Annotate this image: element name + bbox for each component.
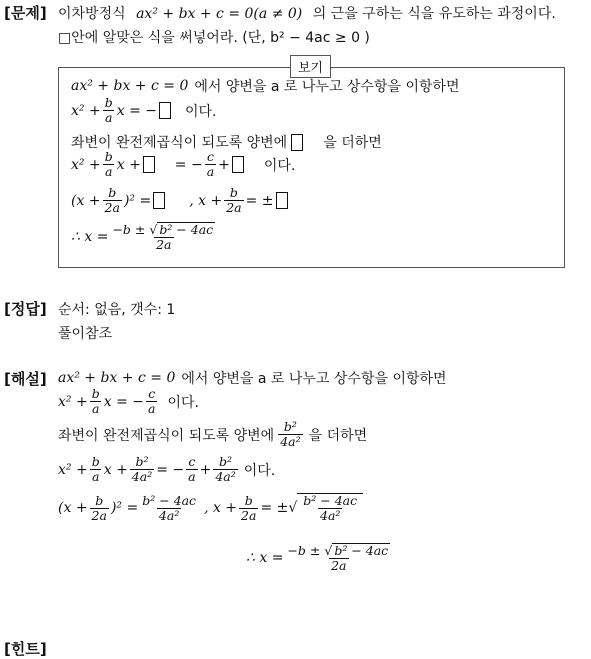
answer-blank-1[interactable] (159, 102, 171, 119)
exp-line-4-end: 이다. (243, 462, 276, 479)
box-line-2-end: 이다. (184, 103, 217, 120)
example-box (58, 67, 565, 268)
exp-line-1-text: 에서 양변을 a 로 나누고 상수항을 이항하면 (181, 371, 447, 387)
box-line-1-eq: ax² + bx + c = 0 (71, 78, 189, 94)
box-line-6: ∴ x = $\frac{\text{−b ± √ b² − 4ac}}{2a}$ (71, 222, 214, 252)
answer-blank-6[interactable] (276, 192, 288, 209)
exp-line-4: x² + $\frac{b}{a}$ x + $\frac{\text{b²}}{\text{4a²}}$ = − $\frac{c}{a}$ + $\frac{\text{b²}}{\text{4a²}}$ 이다. (58, 454, 276, 484)
box-line-3 (71, 132, 382, 152)
box-line-3-text-1: 좌변이 완전제곱식이 되도록 양변에 (71, 135, 288, 151)
explanation-tag: [해설] (4, 370, 47, 388)
box-line-1-text: 에서 양변을 a 로 나누고 상수항을 이항하면 (194, 79, 460, 95)
hint-tag: [힌트] (4, 640, 47, 658)
answer-tag: [정답] (4, 300, 47, 318)
problem-line-2: □안에 알맞은 식을 써넣어라. (단, b² − 4ac ≥ 0 ) (58, 30, 370, 46)
exp-line-3: 좌변이 완전제곱식이 되도록 양변에 $\frac{\text{b²}}{\text{4a²}}$ 을 더하면 (58, 419, 368, 449)
problem-tag: [문제] (4, 4, 47, 22)
box-line-2: x² + $\frac{b}{a}$ x = − 이다. (71, 95, 217, 125)
problem-intro-text: 이차방정식 (58, 6, 126, 22)
exp-final: ∴ x = $\frac{\text{−b ± √ b² − 4ac}}{2a}$ (246, 543, 389, 573)
box-line-1 (71, 76, 460, 96)
exp-line-2-end: 이다. (167, 394, 199, 411)
exp-line-3-text-2: 을 더하면 (308, 427, 368, 444)
answer-line-1: 순서: 없음, 갯수: 1 (58, 302, 176, 318)
exp-line-1 (58, 368, 447, 388)
problem-equation: ax² + bx + c = 0(a ≠ 0) (136, 6, 303, 22)
answer-blank-2[interactable] (291, 134, 303, 151)
problem-intro-rest: 의 근을 구하는 식을 유도하는 과정이다. (312, 6, 556, 22)
box-line-4-end: 이다. (263, 157, 296, 174)
exp-line-3-text-1: 좌변이 완전제곱식이 되도록 양변에 (58, 427, 275, 444)
example-box-title: 보기 (290, 55, 331, 78)
exp-line-1-eq: ax² + bx + c = 0 (58, 370, 176, 386)
answer-blank-3[interactable] (143, 156, 155, 173)
answer-blank-4[interactable] (232, 156, 244, 173)
box-final-label: ∴ x = (71, 229, 109, 245)
box-line-4: x² + $\frac{b}{a}$ x + = − $\frac{c}{a}$ + 이다. (71, 149, 296, 179)
exp-line-2: x² + $\frac{b}{a}$ x = − $\frac{c}{a}$ 이다. (58, 386, 199, 416)
problem-line-1 (58, 3, 556, 23)
exp-final-label: ∴ x = (246, 550, 284, 566)
explanation-body (58, 365, 588, 595)
exp-line-5: (x + $\frac{b}{2a}$ )² = $\frac{\text{b² − 4ac}}{\text{4a²}}$ , x + $\frac{b}{2a}$ = ±√ $\frac{\text{b² − 4ac}}{\text{4a²}}$ (58, 493, 363, 523)
answer-blank-5[interactable] (153, 192, 165, 209)
answer-line-2: 풀이참조 (58, 326, 113, 342)
box-line-5: (x + $\frac{b}{2a}$ )² = , x + $\frac{b}{2a}$ = ± (71, 186, 290, 215)
box-line-3-text-2: 을 더하면 (323, 135, 382, 151)
